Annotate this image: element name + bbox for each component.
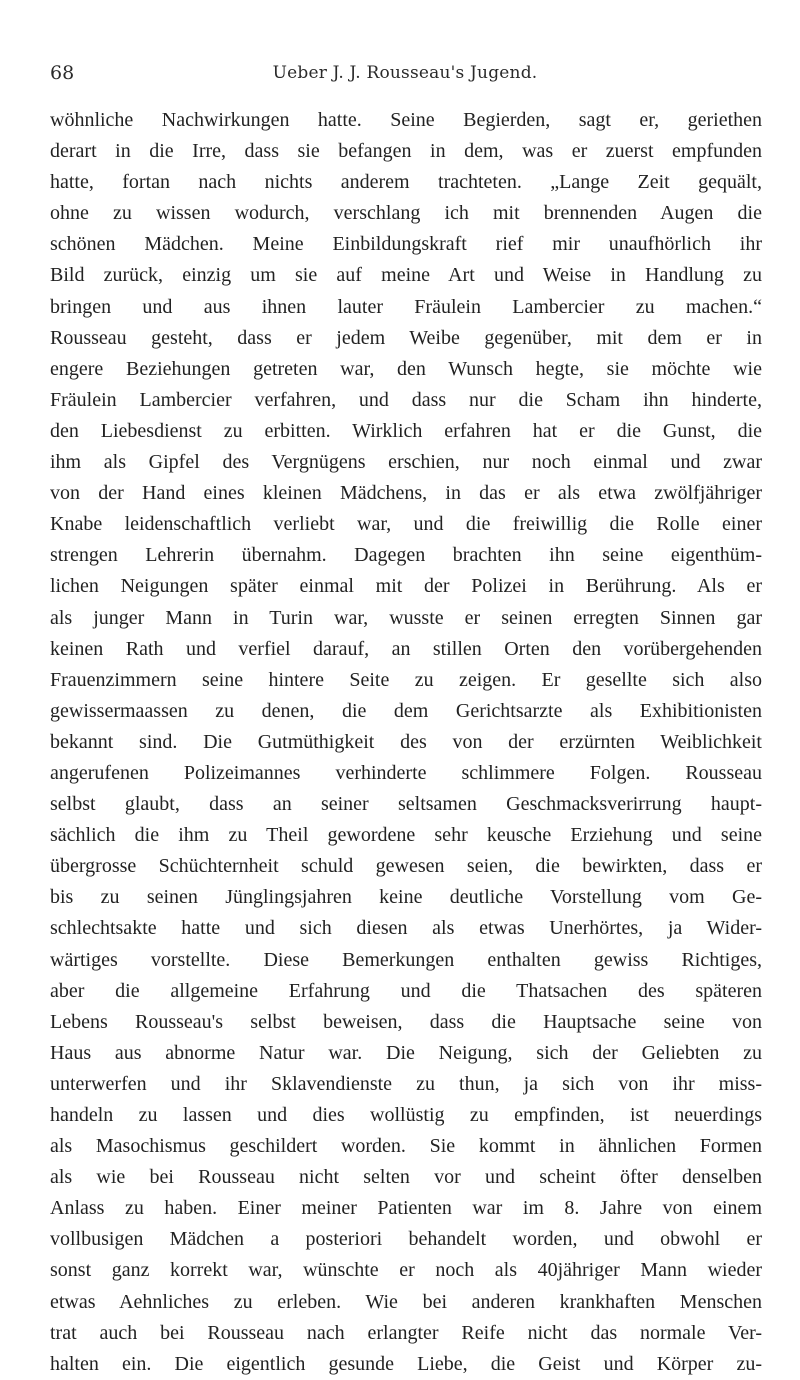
text-line: Bild zurück, einzig um sie auf meine Art und Weise in Handlung zu [50,264,762,287]
text-line: schlechtsakte hatte und sich diesen als etwas Unerhörtes, ja Wider- [50,917,762,940]
text-line: vollbusigen Mädchen a posteriori behandelt worden, und obwohl er [50,1228,762,1251]
text-line: bringen und aus ihnen lauter Fräulein Lambercier zu machen.“ [50,295,762,318]
text-line: Anlass zu haben. Einer meiner Patienten war im 8. Jahre von einem [50,1197,762,1220]
text-line: schönen Mädchen. Meine Einbildungskraft rief mir unaufhörlich ihr [50,233,762,256]
text-line: sächlich die ihm zu Theil gewordene sehr keusche Erziehung und seine [50,824,762,847]
text-line: derart in die Irre, dass sie befangen in dem, was er zuerst empfunden [50,140,762,163]
text-line: als Masochismus geschildert worden. Sie kommt in ähnlichen Formen [50,1135,762,1158]
text-line: ohne zu wissen wodurch, verschlang ich mit brennenden Augen die [50,202,762,225]
text-line: Fräulein Lambercier verfahren, und dass nur die Scham ihn hinderte, [50,388,762,411]
text-line: Haus aus abnorme Natur war. Die Neigung, sich der Geliebten zu [50,1041,762,1064]
page-number: 68 [50,62,75,84]
text-line: angerufenen Polizeimannes verhinderte schlimmere Folgen. Rousseau [50,761,762,784]
text-line: keinen Rath und verfiel darauf, an stillen Orten den vorübergehenden [50,637,762,660]
text-line: wärtiges vorstellte. Diese Bemerkungen enthalten gewiss Richtiges, [50,948,762,971]
text-line: trat auch bei Rousseau nach erlangter Reife nicht das normale Ver- [50,1321,762,1344]
text-line: Frauenzimmern seine hintere Seite zu zeigen. Er gesellte sich also [50,668,762,691]
text-line: von der Hand eines kleinen Mädchens, in das er als etwa zwölfjähriger [50,482,762,505]
text-line: etwas Aehnliches zu erleben. Wie bei anderen krankhaften Menschen [50,1290,762,1313]
text-line: wöhnliche Nachwirkungen hatte. Seine Begierden, sagt er, geriethen [50,109,762,131]
running-title: Ueber J. J. Rousseau's Jugend. [272,63,538,83]
text-line: als junger Mann in Turin war, wusste er seinen erregten Sinnen gar [50,606,762,629]
text-line: bekannt sind. Die Gutmüthigkeit des von der erzürnten Weiblichkeit [50,730,762,753]
text-line: Lebens Rousseau's selbst beweisen, dass die Hauptsache seine von [50,1010,762,1033]
text-line: handeln zu lassen und dies wollüstig zu empfinden, ist neuerdings [50,1104,762,1126]
text-line: den Liebesdienst zu erbitten. Wirklich erfahren hat er die Gunst, die [50,419,762,442]
text-line: gewissermaassen zu denen, die dem Gerichtsarzte als Exhibitionisten [50,699,762,722]
body-text [50,105,762,1380]
text-line: Rousseau gesteht, dass er jedem Weibe gegenüber, mit dem er in [50,326,762,349]
text-line: bis zu seinen Jünglingsjahren keine deutliche Vorstellung vom Ge- [50,886,762,909]
text-line: Knabe leidenschaftlich verliebt war, und die freiwillig die Rolle einer [50,513,762,536]
text-line: sonst ganz korrekt war, wünschte er noch als 40jähriger Mann wieder [50,1259,762,1282]
text-line: ihm als Gipfel des Vergnügens erschien, nur noch einmal und zwar [50,451,762,474]
text-line: halten ein. Die eigentlich gesunde Liebe, die Geist und Körper zu- [50,1352,762,1375]
text-line: übergrosse Schüchternheit schuld gewesen seien, die bewirkten, dass er [50,855,762,878]
text-line: unterwerfen und ihr Sklavendienste zu thun, ja sich von ihr miss- [50,1072,762,1095]
text-line: als wie bei Rousseau nicht selten vor und scheint öfter denselben [50,1166,762,1189]
text-line: aber die allgemeine Erfahrung und die Thatsachen des späteren [50,979,762,1002]
page-header [50,62,760,90]
text-line: hatte, fortan nach nichts anderem trachteten. „Lange Zeit gequält, [50,171,762,194]
text-line: lichen Neigungen später einmal mit der Polizei in Berührung. Als er [50,575,762,598]
text-line: selbst glaubt, dass an seiner seltsamen Geschmacksverirrung haupt- [50,793,762,816]
text-line: strengen Lehrerin übernahm. Dagegen brachten ihn seine eigenthüm- [50,544,762,567]
text-line: engere Beziehungen getreten war, den Wunsch hegte, sie möchte wie [50,357,762,380]
